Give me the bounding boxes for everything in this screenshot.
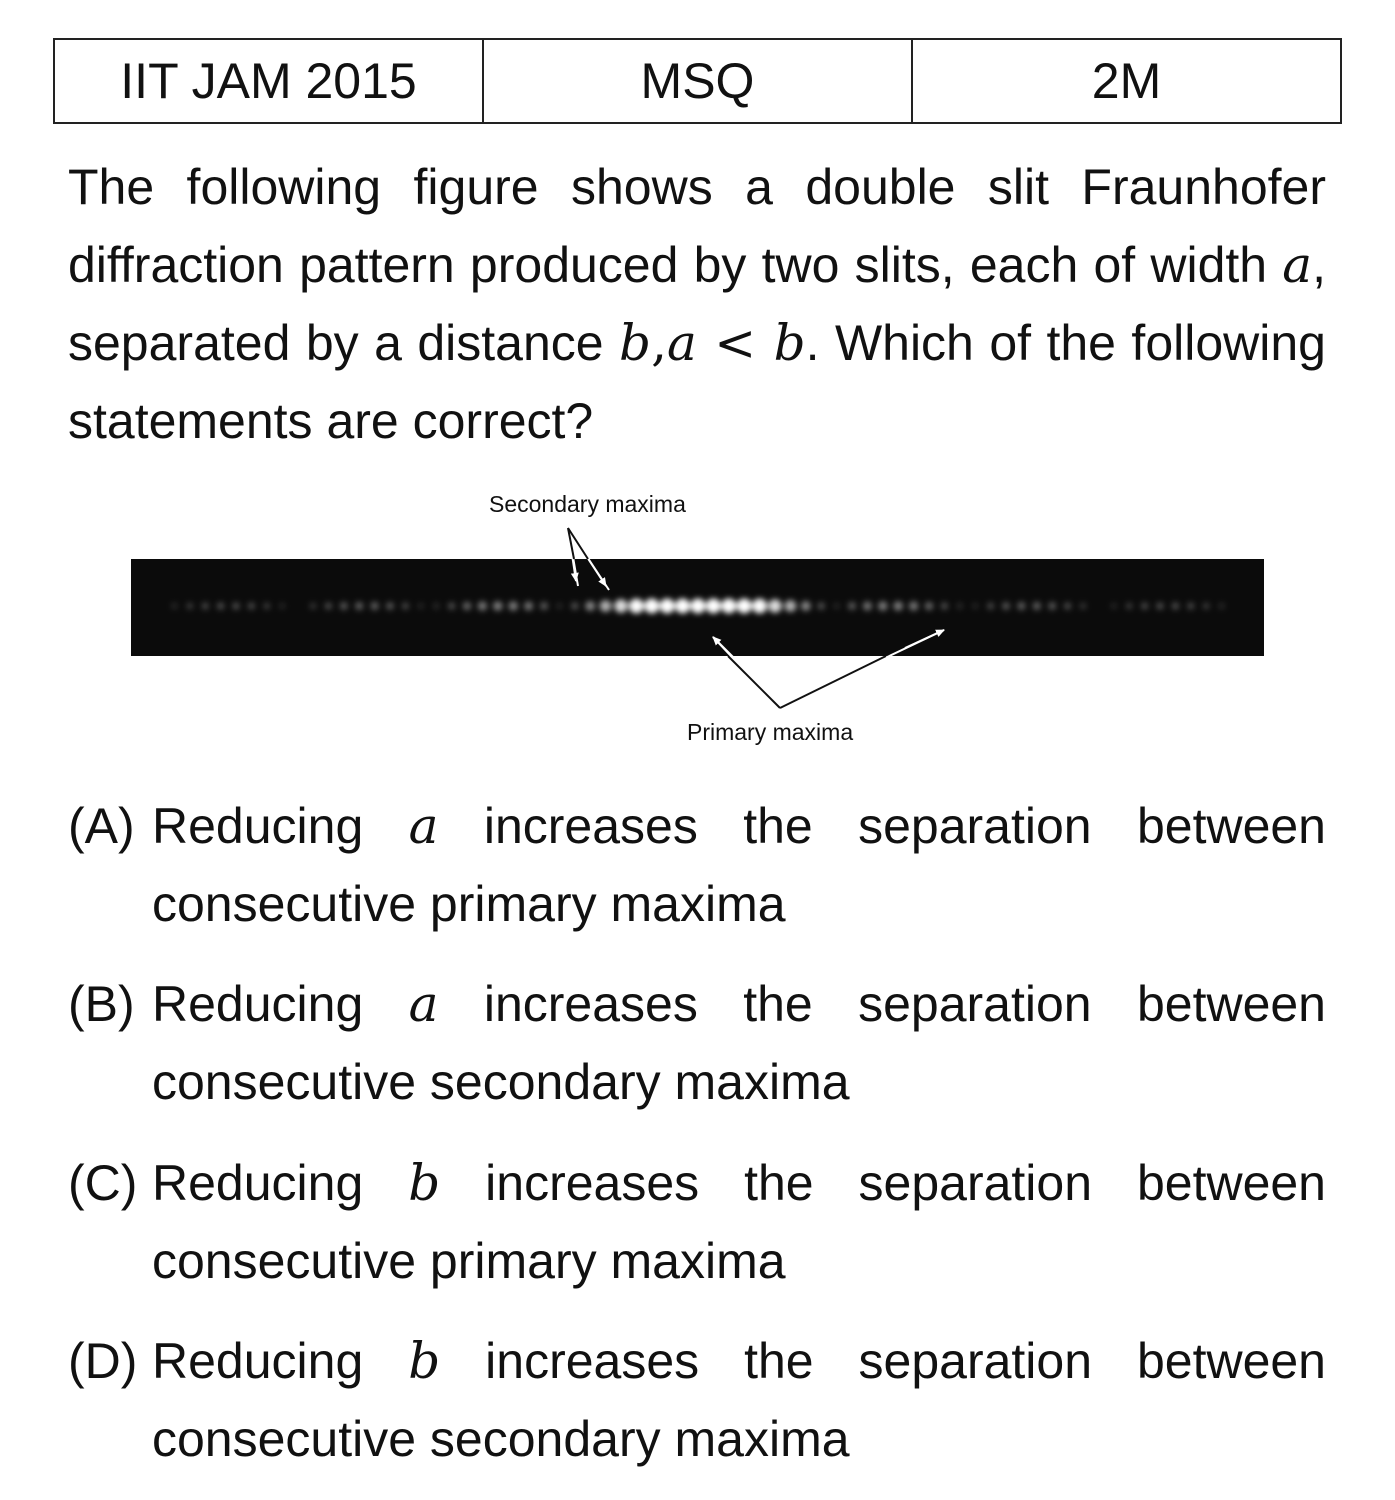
fringe-dot (785, 600, 797, 612)
fringe-dot (340, 602, 348, 610)
option-c[interactable] (68, 1144, 1326, 1300)
fringe-dot (768, 599, 781, 612)
fringe-dot (893, 601, 903, 611)
fringe-dot (325, 602, 333, 610)
fringe-dot (217, 602, 225, 610)
fringe-dot (355, 602, 363, 610)
variable-a: a (1282, 236, 1313, 294)
fringe-dot (691, 599, 706, 614)
fringe-dot (629, 599, 644, 614)
fringe-dot (493, 601, 503, 611)
fringe-dot (737, 599, 752, 614)
fringe-dot (370, 602, 378, 610)
exam-name-cell: IIT JAM 2015 (54, 39, 483, 123)
fringe-dot (614, 599, 627, 612)
fringe-dot (508, 601, 518, 611)
fringe-dot (1048, 602, 1056, 610)
fringe-dot (524, 601, 533, 610)
fringe-dot (925, 602, 934, 611)
diffraction-pattern-image (0, 480, 1395, 760)
fringe-dot (232, 602, 240, 610)
fringe-dot (941, 602, 949, 610)
fringe-dot (418, 603, 424, 609)
fringe-dot (834, 603, 840, 609)
fringe-dot (1111, 603, 1117, 609)
option-letter: (A) (68, 798, 135, 854)
fringe-dot (972, 603, 978, 609)
option-text: Reducing b increases the separation between consecutive secondary maxima (152, 1332, 1326, 1467)
fringe-dot (817, 602, 825, 610)
diffraction-figure (0, 480, 1395, 760)
secondary-maxima-label: Secondary maxima (489, 491, 686, 517)
option-b[interactable] (68, 965, 1326, 1121)
fringe-dot (186, 603, 193, 610)
fringe-dot (675, 599, 690, 614)
option-a[interactable] (68, 787, 1326, 943)
fringe-dot (1033, 602, 1041, 610)
fringe-dot (248, 602, 255, 609)
option-letter: (D) (68, 1333, 138, 1389)
variable-b: b (619, 314, 652, 372)
fringe-dot (644, 599, 659, 614)
fringe-dot (878, 601, 888, 611)
fringe-dot (478, 601, 487, 610)
fringe-dot (848, 602, 856, 610)
fringe-dot (433, 603, 439, 609)
fringe-dot (863, 601, 872, 610)
fringe-dot (1172, 602, 1180, 610)
fringe-dot (386, 602, 394, 610)
fringe-dot (448, 602, 456, 610)
option-text: Reducing b increases the separation between consecutive primary maxima (152, 1154, 1326, 1289)
fringe-dot (540, 602, 548, 610)
fringe-dot (1002, 602, 1010, 610)
fringe-dot (1080, 603, 1087, 610)
option-letter: (C) (68, 1155, 138, 1211)
fringe-dot (1064, 602, 1072, 610)
fringe-dot (1187, 602, 1194, 609)
option-letter: (B) (68, 976, 135, 1032)
option-d[interactable] (68, 1322, 1326, 1478)
fringe-dot (310, 603, 317, 610)
fringe-dot (706, 599, 721, 614)
fringe-dot (202, 602, 209, 609)
marks-cell: 2M (912, 39, 1341, 123)
fringe-dot (402, 602, 409, 609)
question-type-cell: MSQ (483, 39, 912, 123)
header-table (53, 38, 1342, 124)
fringe-dot (263, 603, 270, 610)
fringe-dot (801, 601, 811, 611)
option-text: Reducing a increases the separation between consecutive primary maxima (152, 797, 1326, 932)
fringe-dot (600, 600, 612, 612)
fringe-dot (463, 602, 472, 611)
fringe-dot (660, 599, 675, 614)
primary-maxima-label: Primary maxima (687, 719, 854, 745)
fringe-dot (987, 602, 994, 609)
fringe-dot (909, 601, 918, 610)
fringe-dot (585, 601, 595, 611)
fringe-dot (1017, 602, 1025, 610)
fringe-dot (1126, 603, 1133, 610)
fringe-dot (1218, 603, 1224, 609)
fringe-dot (721, 599, 736, 614)
fringe-dot (957, 603, 963, 609)
fringe-dot (1141, 602, 1148, 609)
fringe-dot (279, 603, 285, 609)
fringe-dot (171, 603, 177, 609)
fringe-dot (571, 602, 579, 610)
question-text: The following figure shows a double slit Fraunhofer diffraction pattern produced by two slits, each of width a, separated by a distance b,a < b. Which of the following statements are correct? (68, 159, 1326, 449)
fringe-dot (1156, 602, 1164, 610)
fringe-dot (752, 599, 767, 614)
fringe-dot (556, 603, 562, 609)
fringe-dot (1203, 603, 1210, 610)
option-text: Reducing a increases the separation between consecutive secondary maxima (152, 975, 1326, 1110)
